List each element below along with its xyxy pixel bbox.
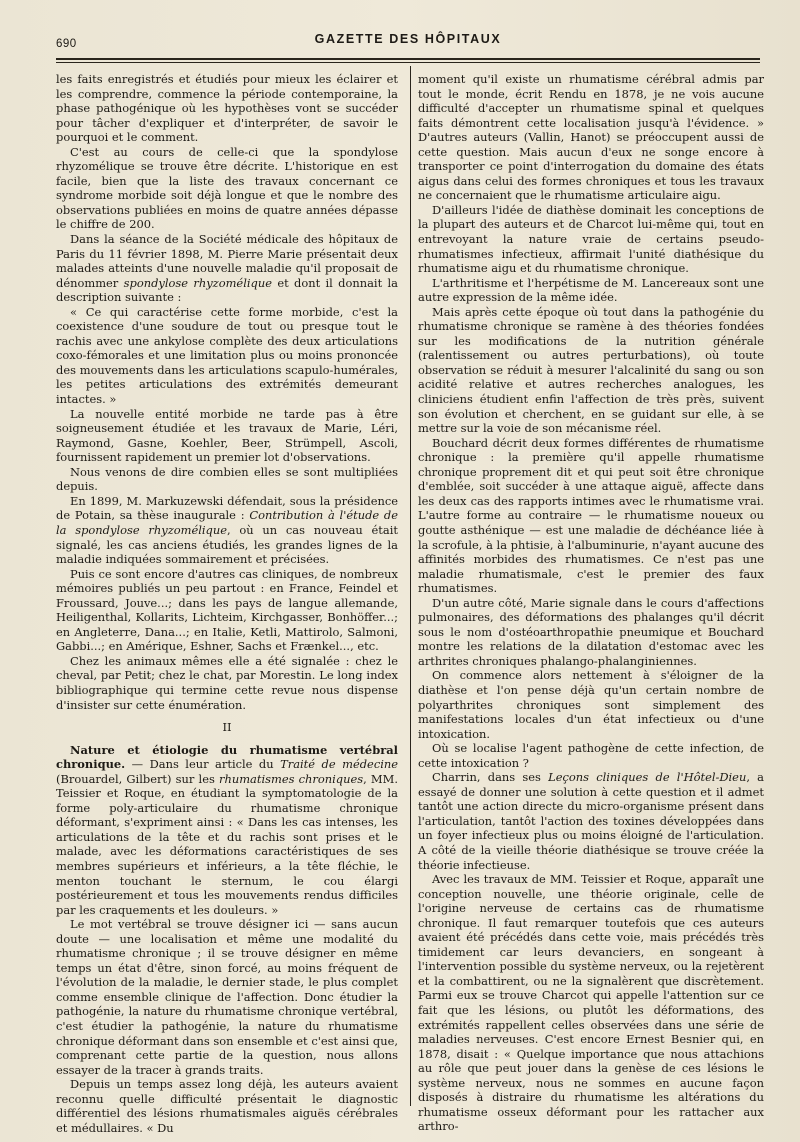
book-title: Traité de médecine xyxy=(280,757,399,772)
text-run: et dont il donnait la description suivante : xyxy=(56,275,398,305)
paragraph xyxy=(56,494,398,567)
paragraph: moment qu'il existe un rhumatisme cérébral admis par tout le monde, écrit Rendu en 1878, je ne vois aucune difficulté d'accepter un rhumatisme spinal et quelques faits démontrent cette localisation jusqu'à l'évidence. » D'autres auteurs (Vallin, Hanot) se préoccupent aussi de cette question. Mais aucun d'eux ne songe encore à transporter ce point d'interrogation du domaine des états aigus dans celui des formes chroniques et tous les travaux ne concernaient que le rhumatisme articulaire aigu. xyxy=(418,72,764,203)
journal-title: GAZETTE DES HÔPITAUX xyxy=(314,32,502,46)
text-run: Dans la séance de la Société médicale des hôpitaux de Paris du 11 février 1898, M. Pierre Marie présentait deux malades atteints d'une nouvelle maladie qu'il proposait de dénommer xyxy=(56,232,398,290)
paragraph: C'est au cours de celle-ci que la spondylose rhyzomélique se trouve être décrite. L'historique en est facile, bien que la liste des travaux concernant ce syndrome morbide soit déjà longue et que le nombre des observations publiées en moins de quatre années dépasse le chiffre de 200. xyxy=(56,144,398,232)
text-run: Charrin, dans ses xyxy=(432,770,541,785)
text-run: , où un cas nouveau était signalé, les cas anciens étudiés, les grandes lignes de la maladie indiquées sommairement et précisées. xyxy=(56,522,398,567)
section-number: II xyxy=(222,720,232,735)
column-separator xyxy=(410,66,411,1106)
text-run: — Dans leur article du xyxy=(131,757,274,772)
section-title: Nature et étiologie du rhumatisme vertébral chronique. xyxy=(56,742,398,772)
paragraph: D'un autre côté, Marie signale dans le cours d'affections pulmonaires, des déformations des phalanges qu'il décrit sous le nom d'ostéoarthropathie pneumique et Bouchard montre les relations de la dilatation d'estomac avec les arthrites chroniques phalango-phalanginiennes. xyxy=(418,595,764,668)
paragraph: L'arthritisme et l'herpétisme de M. Lancereaux sont une autre expression de la même idée. xyxy=(418,275,764,305)
paragraph: Le mot vertébral se trouve désigner ici — sans aucun doute — une localisation et même une modalité du rhumatisme chronique ; il se trouve désigner en même temps un état d'être, sinon forcé, au moins fréquent de l'évolution de la maladie, le dernier stade, le plus complet comme ensemble clinique de l'affection. Donc étudier la pathogénie, la nature du rhumatisme chronique vertébral, c'est étudier la pathogénie, la nature du rhumatisme chronique déformant dans son ensemble et c'est ainsi que, comprenant cette partie de la question, nous allons essayer de la tracer à grands traits. xyxy=(56,917,398,1077)
section-paragraph xyxy=(56,743,398,918)
paragraph xyxy=(56,232,398,305)
paragraph: les faits enregistrés et étudiés pour mieux les éclairer et les comprendre, commence la période contemporaine, la phase pathogénique où les hypothèses vont se succéder pour tâcher d'expliquer et d'interpréter, de savoir le pourquoi et le comment. xyxy=(56,72,398,145)
text-run: , MM. Teissier et Roque, en étudiant la symptomatologie de la forme poly-articulaire du rhumatisme chronique déformant, s'expriment ainsi : « Dans les cas intenses, les articulations de la tête et du rachis sont prises et le malade, avec les déformations caractéristiques de ses membres supérieurs et inférieurs, a la tête fléchie, le menton touchant le sternum, le cou élargi postérieurement et tous les mouvements rendus difficiles par les craquements et les douleurs. » xyxy=(56,771,398,917)
header-rule-thin xyxy=(56,62,760,63)
book-title: Leçons cliniques de l'Hôtel-Dieu xyxy=(548,770,747,785)
italic-term: spondylose rhyzomélique xyxy=(123,275,272,290)
paragraph: D'ailleurs l'idée de diathèse dominait les conceptions de la plupart des auteurs et de Charcot lui-même qui, tout en entrevoyant la nature vraie de certains pseudo-rhumatismes infectieux, affirmait l'unité diathésique du rhumatisme aigu et du rhumatisme chronique. xyxy=(418,202,764,276)
paragraph: Mais après cette époque où tout dans la pathogénie du rhumatisme chronique se ramène à des théories fondées sur les modifications de la nutrition générale (ralentissement ou autres perturbations), où toute observation se réduit à mesurer l'alcalinité du sang ou son acidité relative et autres recherches analogues, les cliniciens étudient enfin l'affection de très près, suivent son évolution et cherchent, en se guidant sur elle, à se mettre sur la voie de son mécanisme réel. xyxy=(418,304,764,436)
text-run: En 1899, M. Markuzewski défendait, sous la présidence de Potain, sa thèse inaugurale : xyxy=(56,493,398,523)
quotation-paragraph: « Ce qui caractérise cette forme morbide, c'est la coexistence d'une soudure de tout ou presque tout le rachis avec une ankylose complète des deux articulations coxo-fémorales et une limitation plus ou moins prononcée des mouvements dans les articulations scapulo-humérales, les petites articulations des extrémités demeurant intactes. » xyxy=(56,304,398,407)
paragraph: La nouvelle entité morbide ne tarde pas à être soigneusement étudiée et les travaux de Marie, Léri, Raymond, Gasne, Koehler, Beer, Strümpell, Ascoli, fournissent rapidement un premier lot d'observations. xyxy=(56,406,398,465)
paragraph: Chez les animaux mêmes elle a été signalée : chez le cheval, par Petit; chez le chat, par Morestin. Le long index bibliographique qui termine cette revue nous dispense d'insister sur cette énumération. xyxy=(56,653,398,712)
paragraph: Puis ce sont encore d'autres cas cliniques, de nombreux mémoires publiés un peu partout : en France, Feindel et Froussard, Jouve...; dans les pays de langue allemande, Heiligenthal, Kollarits, Lichteim, Kirchgasser, Bonhöffer...; en Angleterre, Dana...; en Italie, Ketli, Mattirolo, Salmoni, Gabbi...; en Amérique, Eshner, Sachs et Frænkel..., etc. xyxy=(56,566,398,654)
paragraph: On commence alors nettement à s'éloigner de la diathèse et l'on pense déjà qu'un certain nombre de polyarthrites chroniques sont simplement des manifestations locales d'un état infectieux ou d'une intoxication. xyxy=(418,668,764,741)
page-header xyxy=(56,30,760,52)
left-column xyxy=(56,72,399,1135)
paragraph xyxy=(418,770,764,872)
text-run: (Brouardel, Gilbert) sur les xyxy=(56,771,215,786)
paragraph: Avec les travaux de MM. Teissier et Roque, apparaît une conception nouvelle, une théorie originale, celle de l'origine nerveuse de certains cas de rhumatisme chronique. Il faut remarquer toutefois que ces auteurs avaient été précédés dans cette voie, mais précédés très timidement car leurs devanciers, en songeant à l'intervention possible du système nerveux, ou la rejetèrent et la combattirent, ou ne la signalèrent que discrètement. Parmi eux se trouve Charcot qui appelle l'attention sur ce fait que les lésions, ou plutôt les déformations, des extrémités rappellent celles observées dans une série de maladies nerveuses. C'est encore Ernest Besnier qui, en 1878, disait : « Quelque importance que nous attachions au rôle que peut jouer dans la genèse de ces lésions le système nerveux, nous ne sommes en aucune façon disposés à distraire du rhumatisme les altérations du rhumatisme osseux déformant pour les rattacher aux arthro- xyxy=(418,872,764,1134)
thesis-title: Contribution à l'étude de la spondylose rhyzomélique xyxy=(56,508,399,537)
chapter-title: rhumatismes chroniques xyxy=(219,771,364,786)
paragraph: Depuis un temps assez long déjà, les auteurs avaient reconnu quelle difficulté présentait le diagnostic différentiel des lésions rhumatismales aiguës cérébrales et médullaires. « Du xyxy=(56,1077,398,1135)
paragraph: Bouchard décrit deux formes différentes de rhumatisme chronique : la première qu'il appelle rhumatisme chronique proprement dit et qui peut soit être chronique d'emblée, soit succéder à une attaque aiguë, affecte dans les deux cas des rapports intimes avec le rhumatisme vrai. L'autre forme au contraire — le rhumatisme noueux ou goutte asthénique — est une maladie de déchéance liée à la scrofule, à la phtisie, à l'albuminurie, n'ayant aucune des affinités morbides des rhumatismes. Ce n'est pas une maladie rhumatismale, c'est le premier des faux rhumatismes. xyxy=(418,435,764,596)
page-number: 690 xyxy=(56,38,77,50)
header-rule-thick xyxy=(56,58,760,60)
paragraph: Nous venons de dire combien elles se sont multipliées depuis. xyxy=(56,464,398,494)
text-run: , a essayé de donner une solution à cette question et il admet tantôt une action directe du micro-organisme présent dans l'articulation, tantôt l'action des toxines développées dans un foyer infectieux plus ou moins éloigné de l'articulation. A côté de la vieille théorie diathésique se trouve créée la théorie infectieuse. xyxy=(418,770,765,872)
paragraph: Où se localise l'agent pathogène de cette infection, de cette intoxication ? xyxy=(418,741,764,770)
right-column xyxy=(418,72,765,1134)
